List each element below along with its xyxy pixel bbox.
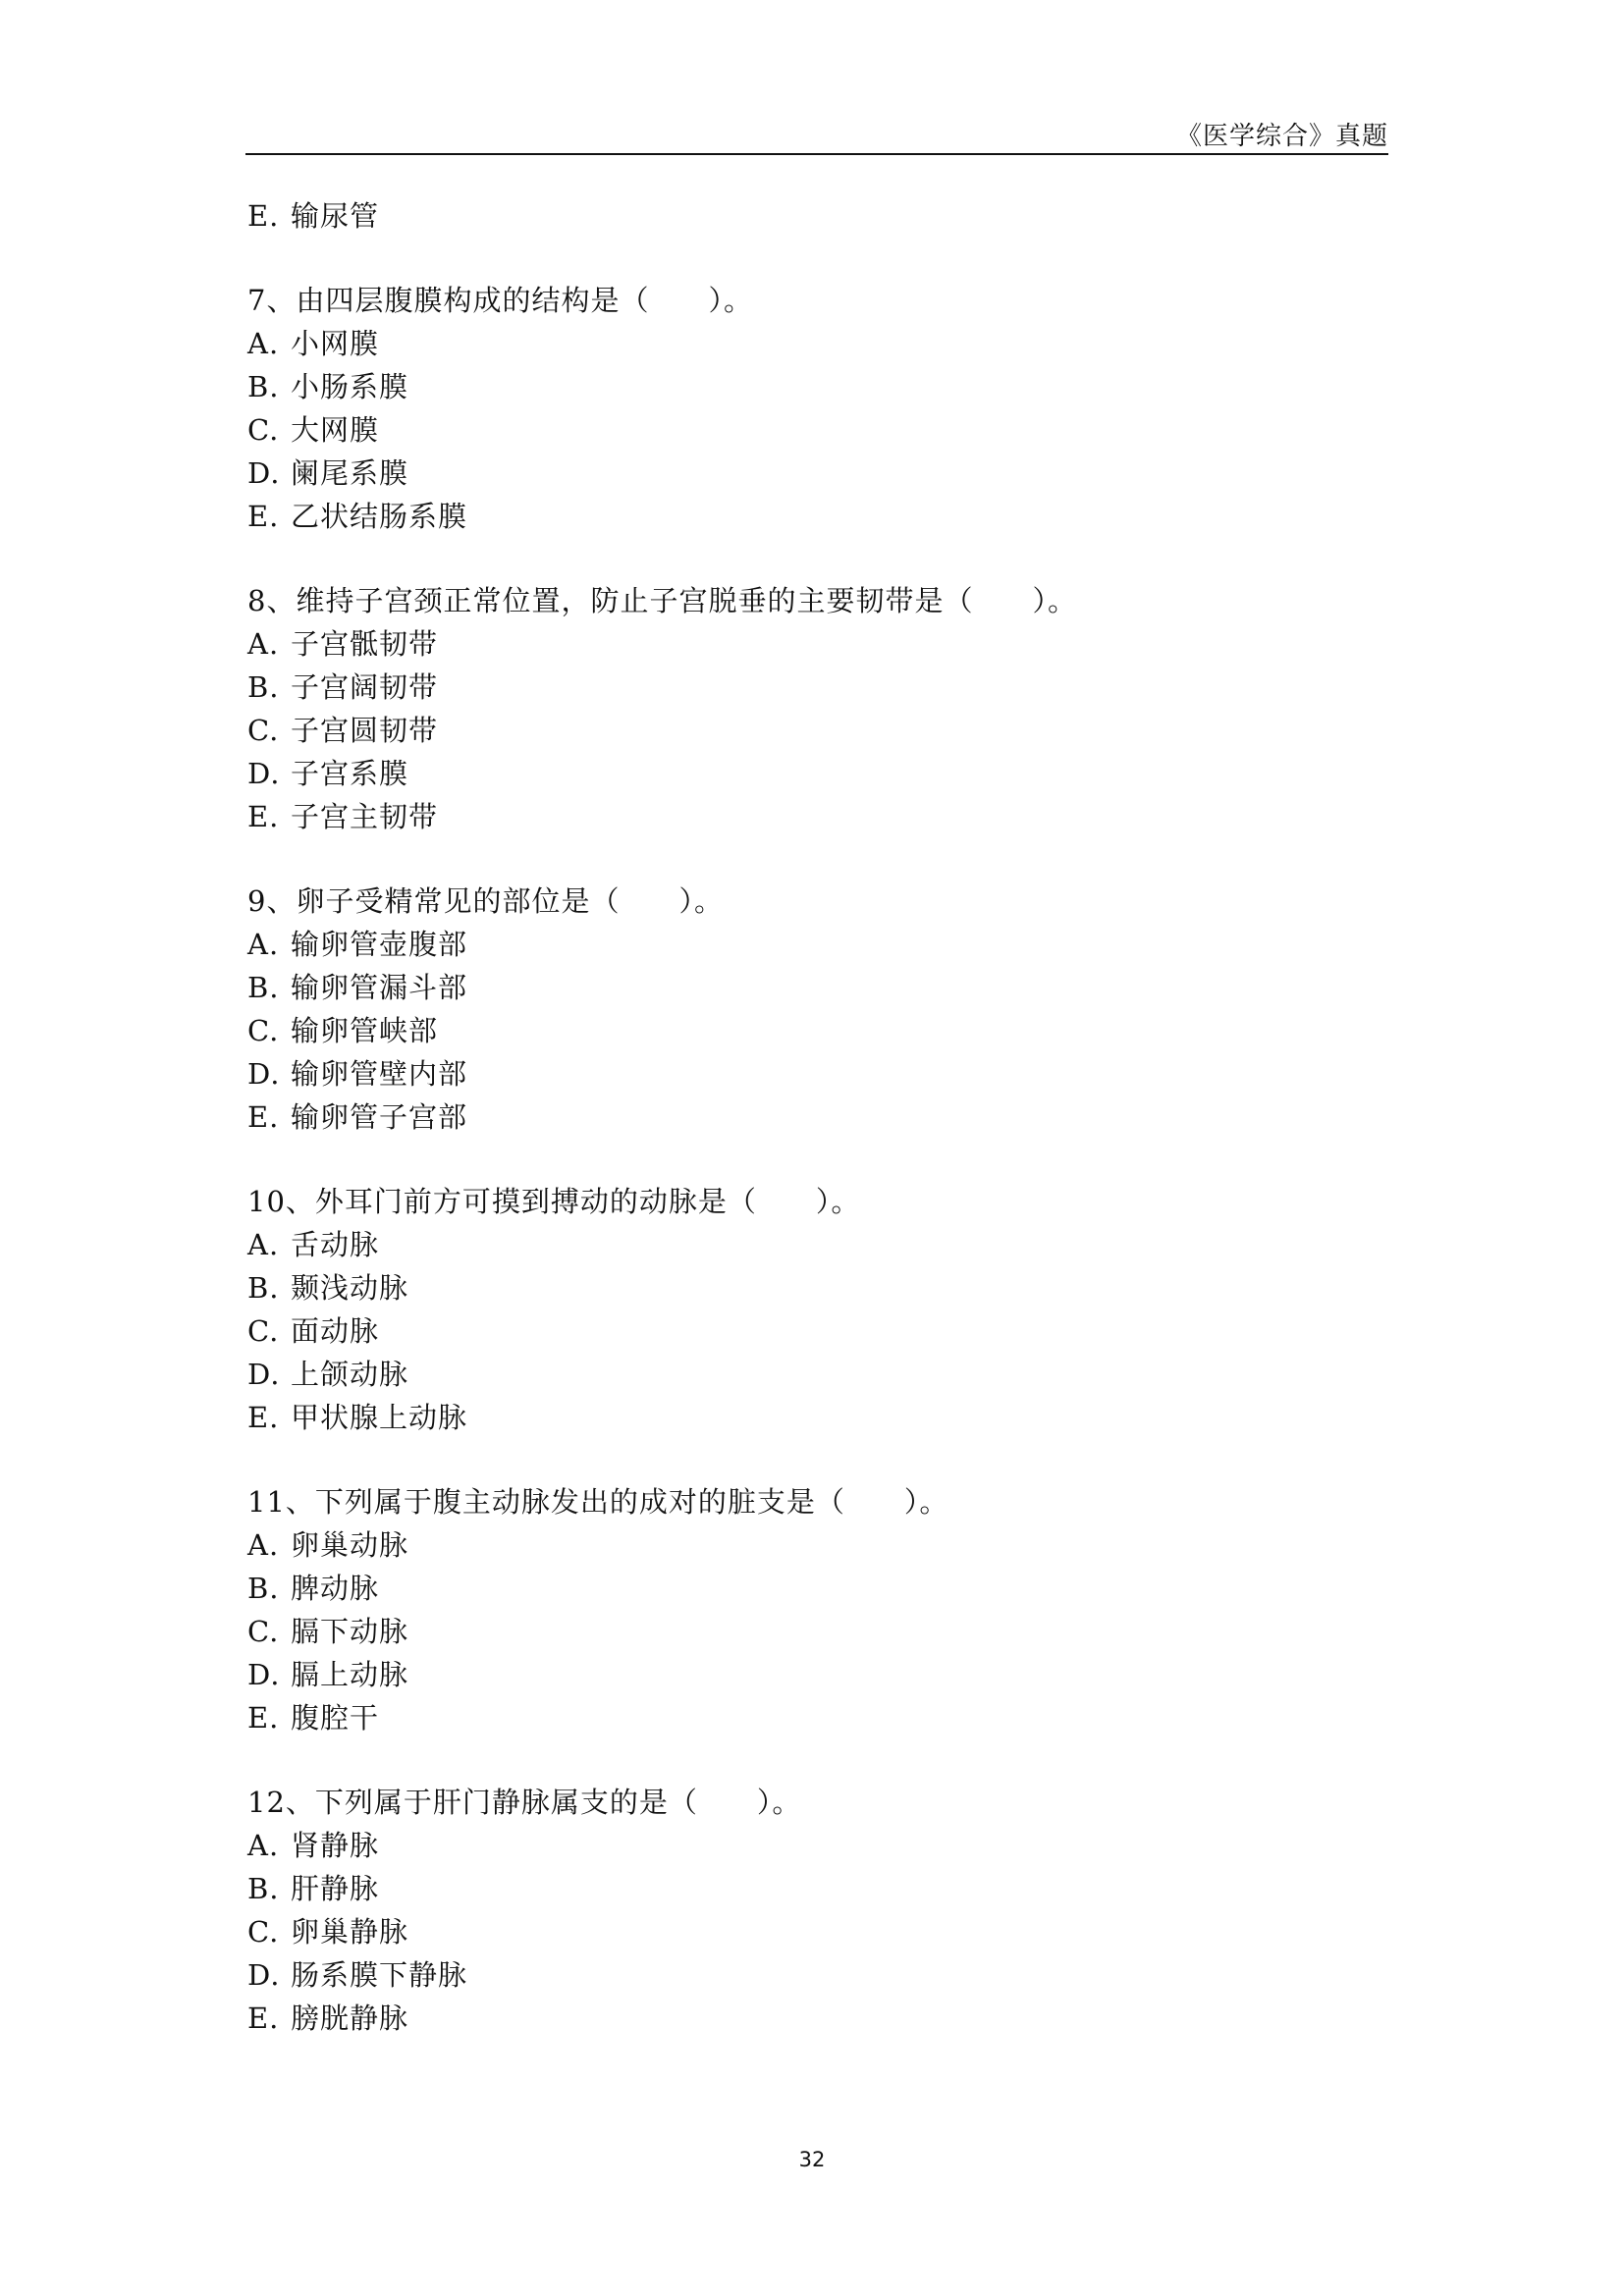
option-text: 卵巢静脉 (291, 1915, 409, 1949)
option-letter: E. (247, 500, 280, 533)
option-text: 小肠系膜 (291, 370, 409, 403)
option-letter: B. (247, 670, 280, 704)
option-e (247, 1696, 1386, 1739)
option-e (247, 495, 1386, 538)
option-d (247, 1353, 1386, 1396)
question-stem: 11、下列属于腹主动脉发出的成对的脏支是（ ）。 (247, 1485, 949, 1519)
page-content (247, 194, 1386, 2040)
option-e (247, 1396, 1386, 1439)
question-stem: 7、由四层腹膜构成的结构是（ ）。 (247, 284, 753, 317)
option-a (247, 322, 1386, 365)
option-text: 子宫主韧带 (291, 800, 439, 833)
option-letter: D. (247, 1057, 281, 1091)
question-block-11 (247, 1480, 1386, 1739)
option-e (247, 1997, 1386, 2040)
option-d (247, 452, 1386, 495)
option-letter: C. (247, 1314, 280, 1348)
option-letter: B. (247, 1572, 280, 1605)
question-block-7 (247, 279, 1386, 538)
option-letter: D. (247, 1358, 281, 1391)
option-letter: A. (247, 627, 280, 661)
option-letter: B. (247, 370, 280, 403)
option-text: 输卵管子宫部 (291, 1100, 468, 1134)
option-d (247, 1953, 1386, 1997)
page-header-title: 《医学综合》真题 (1175, 122, 1388, 151)
option-d (247, 752, 1386, 795)
carryover-option (247, 194, 1386, 238)
option-b (247, 365, 1386, 408)
option-text: 腹腔干 (291, 1701, 380, 1735)
option-letter: B. (247, 971, 280, 1004)
option-text: 子宫阔韧带 (291, 670, 439, 704)
option-text: 面动脉 (291, 1314, 380, 1348)
option-c (247, 709, 1386, 752)
option-text: 输卵管漏斗部 (291, 971, 468, 1004)
option-text: 输卵管壶腹部 (291, 928, 468, 961)
option-text: 舌动脉 (291, 1228, 380, 1261)
option-text: 乙状结肠系膜 (291, 500, 468, 533)
option-c (247, 1009, 1386, 1052)
option-text: 输卵管峡部 (291, 1014, 439, 1047)
option-letter: C. (247, 1615, 280, 1648)
option-letter: B. (247, 1872, 280, 1905)
option-c (247, 1910, 1386, 1953)
option-letter: E. (247, 2002, 280, 2035)
option-text: 颞浅动脉 (291, 1271, 409, 1305)
option-text: 卵巢动脉 (291, 1528, 409, 1562)
option-letter: A. (247, 928, 280, 961)
option-text: 膈上动脉 (291, 1658, 409, 1691)
option-letter: B. (247, 1271, 280, 1305)
option-e (247, 795, 1386, 838)
option-letter: E. (247, 199, 280, 233)
question-stem: 10、外耳门前方可摸到搏动的动脉是（ ）。 (247, 1185, 861, 1218)
option-c (247, 408, 1386, 452)
option-letter: D. (247, 456, 281, 490)
option-text: 大网膜 (291, 413, 380, 447)
option-a (247, 622, 1386, 666)
option-letter: C. (247, 1014, 280, 1047)
option-text: 阑尾系膜 (291, 456, 409, 490)
option-letter: A. (247, 1829, 280, 1862)
option-text: 子宫骶韧带 (291, 627, 439, 661)
option-text: 甲状腺上动脉 (291, 1401, 468, 1434)
question-block-9 (247, 880, 1386, 1139)
question-stem: 9、卵子受精常见的部位是（ ）。 (247, 884, 724, 918)
header-divider (245, 153, 1388, 155)
option-text: 上颌动脉 (291, 1358, 409, 1391)
option-letter: D. (247, 757, 281, 790)
question-stem: 8、维持子宫颈正常位置，防止子宫脱垂的主要韧带是（ ）。 (247, 584, 1077, 617)
option-text: 输尿管 (291, 199, 380, 233)
option-b (247, 1867, 1386, 1910)
option-d (247, 1052, 1386, 1095)
option-letter: A. (247, 1528, 280, 1562)
option-letter: C. (247, 413, 280, 447)
option-letter: D. (247, 1958, 281, 1992)
option-letter: E. (247, 1701, 280, 1735)
option-text: 肠系膜下静脉 (291, 1958, 468, 1992)
option-a (247, 1223, 1386, 1266)
option-b (247, 1567, 1386, 1610)
option-c (247, 1610, 1386, 1653)
option-b (247, 1266, 1386, 1309)
option-e (247, 1095, 1386, 1139)
option-text: 膈下动脉 (291, 1615, 409, 1648)
option-text: 膀胱静脉 (291, 2002, 409, 2035)
option-letter: E. (247, 1401, 280, 1434)
option-a (247, 923, 1386, 966)
option-letter: D. (247, 1658, 281, 1691)
option-letter: E. (247, 800, 280, 833)
option-text: 子宫圆韧带 (291, 714, 439, 747)
option-text: 子宫系膜 (291, 757, 409, 790)
question-stem: 12、下列属于肝门静脉属支的是（ ）。 (247, 1786, 802, 1819)
page-number: 32 (798, 2148, 826, 2171)
option-a (247, 1523, 1386, 1567)
option-letter: A. (247, 1228, 280, 1261)
option-b (247, 666, 1386, 709)
question-block-12 (247, 1781, 1386, 2040)
option-text: 脾动脉 (291, 1572, 380, 1605)
option-letter: E. (247, 1100, 280, 1134)
option-text: 肝静脉 (291, 1872, 380, 1905)
option-letter: C. (247, 714, 280, 747)
question-block-10 (247, 1180, 1386, 1439)
option-a (247, 1824, 1386, 1867)
option-d (247, 1653, 1386, 1696)
option-text: 输卵管壁内部 (291, 1057, 468, 1091)
option-c (247, 1309, 1386, 1353)
option-text: 小网膜 (291, 327, 380, 360)
option-text: 肾静脉 (291, 1829, 380, 1862)
option-letter: A. (247, 327, 280, 360)
option-b (247, 966, 1386, 1009)
question-block-8 (247, 579, 1386, 838)
option-letter: C. (247, 1915, 280, 1949)
